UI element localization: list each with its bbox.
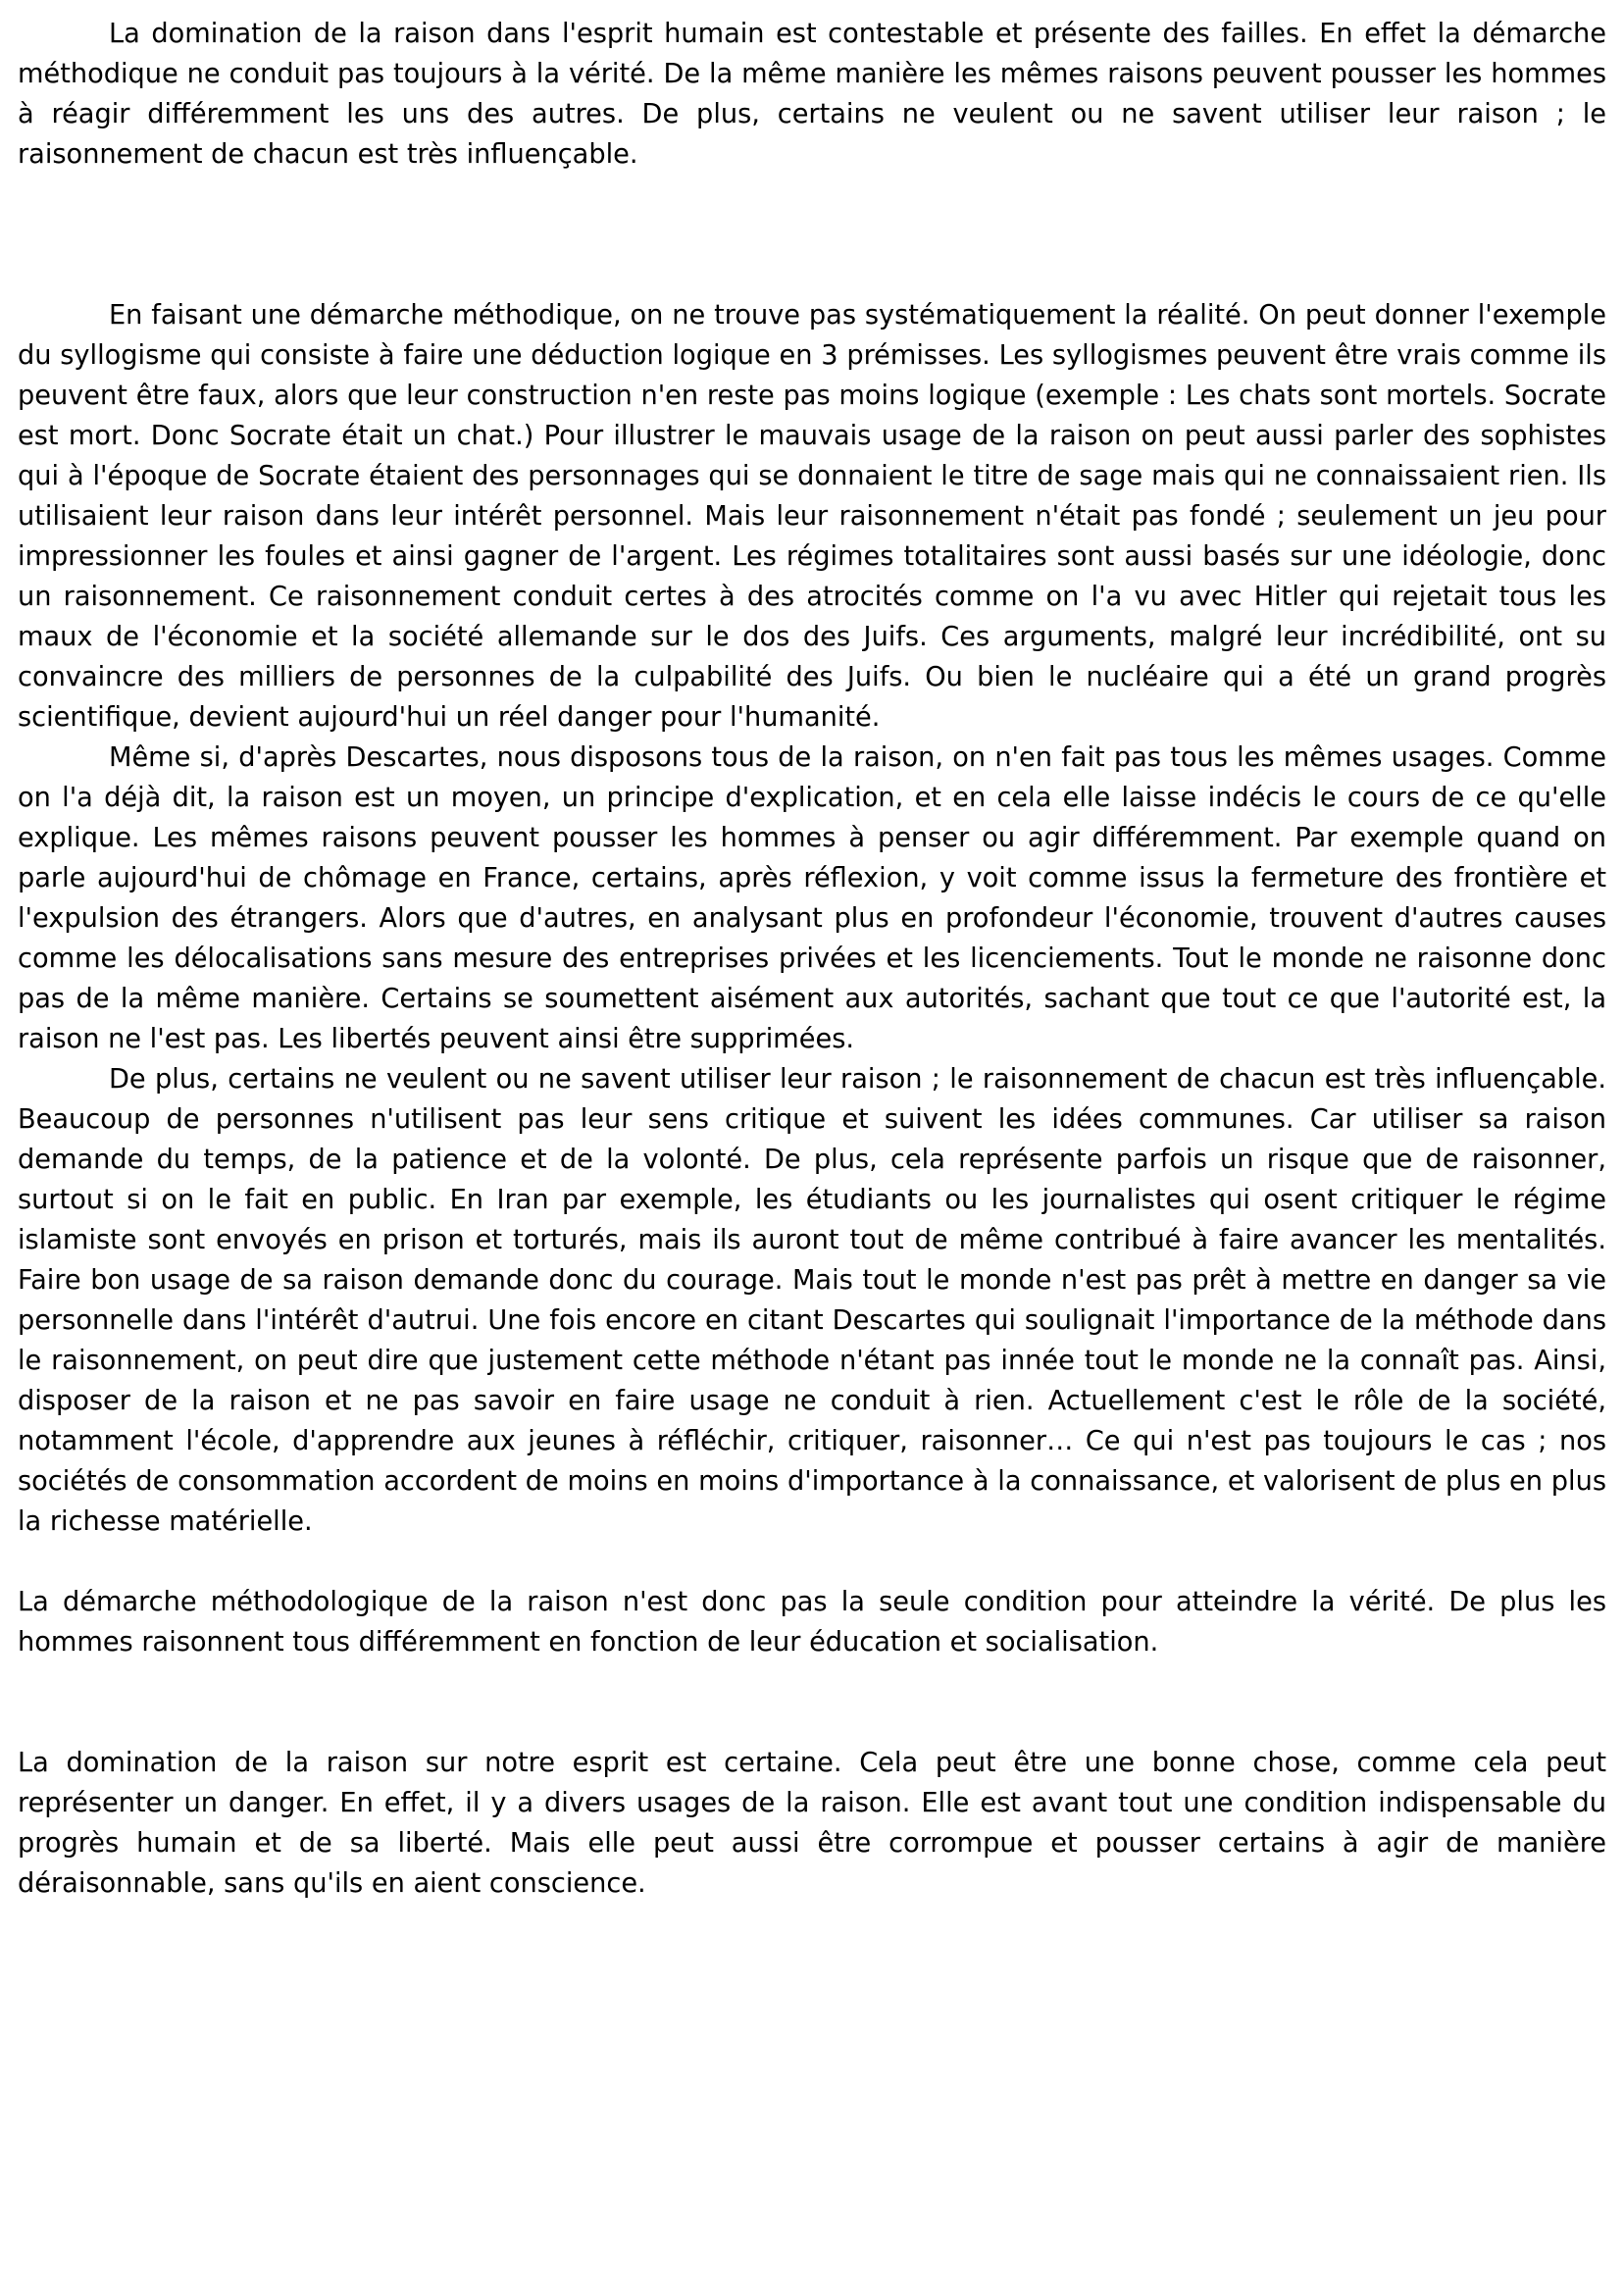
paragraph-intro: La domination de la raison dans l'esprit humain est contestable et présente des failles. En effet la démarche méthodique ne conduit pas toujours à la vérité. De la même manière les mêmes raisons peuvent pousser les hommes à réagir différemment les uns des autres. De plus, certains ne veulent ou ne savent utiliser leur raison ; le raisonnement de chacun est très influençable. — [18, 19, 1606, 170]
paragraph-spacer — [18, 1542, 1606, 1582]
paragraph-conclusion: La domination de la raison sur notre esprit est certaine. Cela peut être une bonne chose, comme cela peut représenter un danger. En effet, il y a divers usages de la raison. Elle est avant tout une condition indispensable du progrès humain et de sa liberté. Mais elle peut aussi être corrompue et pousser certains à agir de manière déraisonnable, sans qu'ils en aient conscience. — [18, 1748, 1606, 1899]
paragraph-methodical-approach: En faisant une démarche méthodique, on ne trouve pas systématiquement la réalité. On peut donner l'exemple du syllogisme qui consiste à faire une déduction logique en 3 prémisses. Les syllogismes peuvent être vrais comme ils peuvent être faux, alors que leur construction n'en reste pas moins logique (exemple : Les chats sont mortels. Socrate est mort. Donc Socrate était un chat.) Pour illustrer le mauvais usage de la raison on peut aussi parler des sophistes qui à l'époque de Socrate étaient des personnages qui se donnaient le titre de sage mais qui ne connaissaient rien. Ils utilisaient leur raison dans leur intérêt personnel. Mais leur raisonnement n'était pas fondé ; seulement un jeu pour impressionner les foules et ainsi gagner de l'argent. Les régimes totalitaires sont aussi basés sur une idéologie, donc un raisonnement. Ce raisonnement conduit certes à des atrocités comme on l'a vu avec Hitler qui rejetait tous les maux de l'économie et la société allemande sur le dos des Juifs. Ces arguments, malgré leur incrédibilité, ont su convaincre des milliers de personnes de la culpabilité des Juifs. Ou bien le nucléaire qui a été un grand progrès scientifique, devient aujourd'hui un réel danger pour l'humanité. — [18, 300, 1606, 733]
paragraph-different-uses: Même si, d'après Descartes, nous disposons tous de la raison, on n'en fait pas tous les mêmes usages. Comme on l'a déjà dit, la raison est un moyen, un principe d'explication, et en cela elle laisse indécis le cours de ce qu'elle explique. Les mêmes raisons peuvent pousser les hommes à penser ou agir différemment. Par exemple quand on parle aujourd'hui de chômage en France, certains, après réflexion, y voit comme issus la fermeture des frontière et l'expulsion des étrangers. Alors que d'autres, en analysant plus en profondeur l'économie, trouvent d'autres causes comme les délocalisations sans mesure des entreprises privées et les licenciements. Tout le monde ne raisonne donc pas de la même manière. Certains se soumettent aisément aux autorités, sachant que tout ce que l'autorité est, la raison ne l'est pas. Les libertés peuvent ainsi être supprimées. — [18, 742, 1606, 1054]
paragraph-partial-conclusion: La démarche méthodologique de la raison n'est donc pas la seule condition pour atteindre la vérité. De plus les hommes raisonnent tous différemment en fonction de leur éducation et socialisation. — [18, 1587, 1606, 1657]
paragraph-influenceable-reasoning: De plus, certains ne veulent ou ne savent utiliser leur raison ; le raisonnement de chacun est très influençable. Beaucoup de personnes n'utilisent pas leur sens critique et suivent les idées communes. Car utiliser sa raison demande du temps, de la patience et de la volonté. De plus, cela représente parfois un risque que de raisonner, surtout si on le fait en public. En Iran par exemple, les étudiants ou les journalistes qui osent critiquer le régime islamiste sont envoyés en prison et torturés, mais ils auront tout de même contribué à faire avancer les mentalités. Faire bon usage de sa raison demande donc du courage. Mais tout le monde n'est pas prêt à mettre en danger sa vie personnelle dans l'intérêt d'autrui. Une fois encore en citant Descartes qui soulignait l'importance de la méthode dans le raisonnement, on peut dire que justement cette méthode n'étant pas innée tout le monde ne la connaît pas. Ainsi, disposer de la raison et ne pas savoir en faire usage ne conduit à rien. Actuellement c'est le rôle de la société, notamment l'école, d'apprendre aux jeunes à réfléchir, critiquer, raisonner… Ce qui n'est pas toujours le cas ; nos sociétés de consommation accordent de moins en moins d'importance à la connaissance, et valorisent de plus en plus la richesse matérielle. — [18, 1064, 1606, 1537]
paragraph-spacer — [18, 175, 1606, 295]
paragraph-spacer — [18, 1662, 1606, 1743]
document-page — [18, 14, 1606, 1904]
